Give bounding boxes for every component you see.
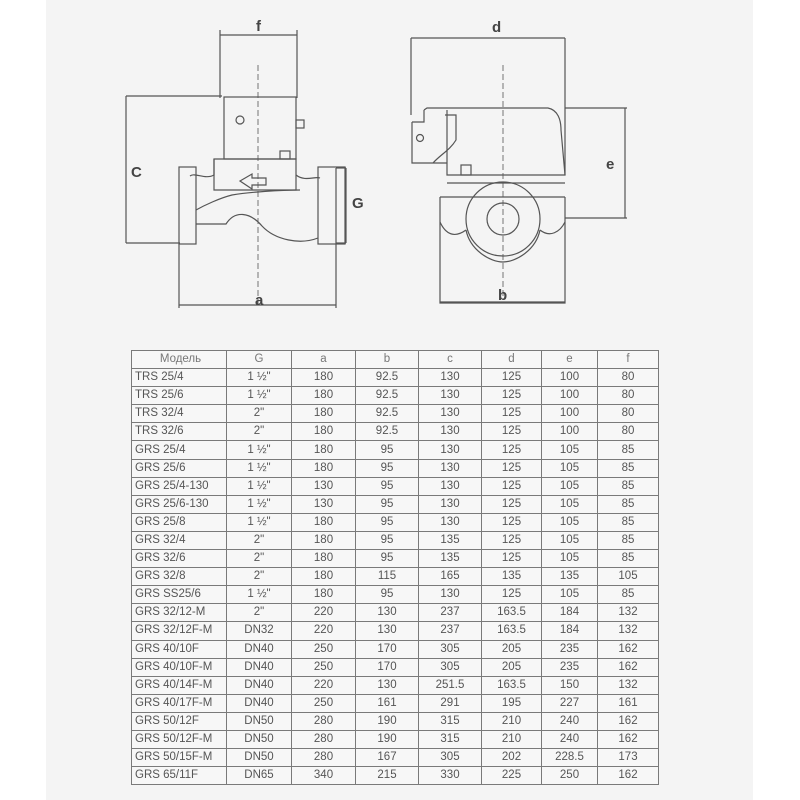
table-row [132, 622, 659, 640]
cell-g: 2" [227, 568, 292, 586]
dimension-label-e: e [606, 156, 615, 173]
cell-g: DN50 [227, 712, 292, 730]
cell-f: 80 [598, 405, 659, 423]
cell-d: 125 [482, 423, 542, 441]
cell-model: GRS 50/12F-M [132, 730, 227, 748]
cell-f: 162 [598, 767, 659, 785]
cell-c: 315 [419, 712, 482, 730]
cell-c: 130 [419, 586, 482, 604]
cell-model: GRS 50/12F [132, 712, 227, 730]
cell-g: 2" [227, 423, 292, 441]
table-row [132, 694, 659, 712]
cell-g: 1 ½" [227, 477, 292, 495]
column-header-a: a [292, 351, 356, 369]
cell-model: GRS 40/10F-M [132, 658, 227, 676]
cell-e: 100 [542, 369, 598, 387]
cell-b: 167 [356, 749, 419, 767]
cell-b: 95 [356, 586, 419, 604]
table-row [132, 712, 659, 730]
cell-f: 132 [598, 604, 659, 622]
cell-c: 315 [419, 730, 482, 748]
cell-d: 125 [482, 550, 542, 568]
cell-f: 85 [598, 550, 659, 568]
cell-model: GRS 32/12-M [132, 604, 227, 622]
column-header-model: Модель [132, 351, 227, 369]
cell-e: 105 [542, 550, 598, 568]
cell-model: GRS SS25/6 [132, 586, 227, 604]
cell-g: 2" [227, 405, 292, 423]
cell-model: GRS 40/14F-M [132, 676, 227, 694]
dimension-label-c: C [131, 164, 142, 181]
table-row [132, 513, 659, 531]
cell-b: 161 [356, 694, 419, 712]
cell-model: GRS 32/4 [132, 531, 227, 549]
column-header-d: d [482, 351, 542, 369]
cell-d: 205 [482, 658, 542, 676]
cell-e: 227 [542, 694, 598, 712]
table-row [132, 441, 659, 459]
cell-f: 162 [598, 658, 659, 676]
dimension-label-f: f [256, 18, 261, 35]
cell-d: 163.5 [482, 676, 542, 694]
cell-e: 235 [542, 640, 598, 658]
column-header-f: f [598, 351, 659, 369]
table-row [132, 550, 659, 568]
cell-f: 161 [598, 694, 659, 712]
cell-a: 180 [292, 550, 356, 568]
cell-f: 80 [598, 387, 659, 405]
cell-d: 205 [482, 640, 542, 658]
cell-f: 80 [598, 423, 659, 441]
cell-model: TRS 25/6 [132, 387, 227, 405]
cell-c: 237 [419, 604, 482, 622]
cell-a: 180 [292, 586, 356, 604]
cell-a: 180 [292, 387, 356, 405]
cell-model: GRS 32/6 [132, 550, 227, 568]
cell-c: 130 [419, 387, 482, 405]
table-row [132, 369, 659, 387]
cell-model: GRS 50/15F-M [132, 749, 227, 767]
cell-b: 130 [356, 604, 419, 622]
table-row [132, 586, 659, 604]
cell-g: 1 ½" [227, 513, 292, 531]
cell-c: 237 [419, 622, 482, 640]
cell-g: 1 ½" [227, 387, 292, 405]
cell-f: 85 [598, 459, 659, 477]
table-row [132, 423, 659, 441]
cell-model: GRS 25/6 [132, 459, 227, 477]
cell-f: 85 [598, 495, 659, 513]
table-row [132, 568, 659, 586]
table-row [132, 604, 659, 622]
cell-g: DN40 [227, 640, 292, 658]
cell-f: 173 [598, 749, 659, 767]
cell-c: 305 [419, 658, 482, 676]
cell-e: 100 [542, 423, 598, 441]
cell-c: 130 [419, 423, 482, 441]
cell-f: 80 [598, 369, 659, 387]
table-row [132, 676, 659, 694]
cell-e: 240 [542, 730, 598, 748]
cell-c: 130 [419, 477, 482, 495]
cell-c: 165 [419, 568, 482, 586]
cell-model: GRS 25/6-130 [132, 495, 227, 513]
cell-model: GRS 32/12F-M [132, 622, 227, 640]
cell-b: 170 [356, 640, 419, 658]
cell-b: 95 [356, 550, 419, 568]
cell-c: 135 [419, 550, 482, 568]
cell-b: 115 [356, 568, 419, 586]
cell-a: 250 [292, 640, 356, 658]
cell-c: 291 [419, 694, 482, 712]
table-row [132, 749, 659, 767]
cell-b: 95 [356, 477, 419, 495]
cell-d: 202 [482, 749, 542, 767]
cell-b: 170 [356, 658, 419, 676]
cell-a: 220 [292, 676, 356, 694]
cell-c: 251.5 [419, 676, 482, 694]
cell-c: 135 [419, 531, 482, 549]
cell-d: 125 [482, 387, 542, 405]
cell-g: 1 ½" [227, 459, 292, 477]
cell-g: DN50 [227, 749, 292, 767]
cell-a: 280 [292, 730, 356, 748]
cell-d: 125 [482, 513, 542, 531]
cell-e: 105 [542, 477, 598, 495]
dimension-label-a: a [255, 292, 264, 309]
cell-a: 180 [292, 369, 356, 387]
table-row [132, 477, 659, 495]
cell-e: 150 [542, 676, 598, 694]
cell-e: 105 [542, 441, 598, 459]
cell-c: 305 [419, 749, 482, 767]
cell-a: 250 [292, 658, 356, 676]
cell-c: 130 [419, 405, 482, 423]
cell-d: 163.5 [482, 604, 542, 622]
cell-d: 210 [482, 730, 542, 748]
cell-d: 125 [482, 531, 542, 549]
pump-dimension-drawing [0, 0, 800, 330]
cell-e: 250 [542, 767, 598, 785]
cell-g: 2" [227, 531, 292, 549]
cell-a: 180 [292, 441, 356, 459]
cell-e: 240 [542, 712, 598, 730]
cell-c: 305 [419, 640, 482, 658]
cell-b: 95 [356, 513, 419, 531]
cell-e: 135 [542, 568, 598, 586]
table-row [132, 531, 659, 549]
cell-e: 228.5 [542, 749, 598, 767]
cell-b: 130 [356, 622, 419, 640]
cell-f: 132 [598, 676, 659, 694]
cell-f: 162 [598, 712, 659, 730]
column-header-e: e [542, 351, 598, 369]
table-row [132, 658, 659, 676]
cell-e: 100 [542, 387, 598, 405]
cell-b: 190 [356, 730, 419, 748]
cell-b: 92.5 [356, 423, 419, 441]
cell-g: 1 ½" [227, 369, 292, 387]
table-header-row [132, 351, 659, 369]
cell-model: TRS 32/4 [132, 405, 227, 423]
cell-e: 105 [542, 586, 598, 604]
cell-d: 125 [482, 495, 542, 513]
cell-model: GRS 40/17F-M [132, 694, 227, 712]
cell-a: 250 [292, 694, 356, 712]
cell-a: 130 [292, 477, 356, 495]
cell-g: 1 ½" [227, 441, 292, 459]
cell-model: GRS 65/11F [132, 767, 227, 785]
cell-d: 135 [482, 568, 542, 586]
cell-e: 105 [542, 495, 598, 513]
cell-f: 162 [598, 730, 659, 748]
cell-f: 85 [598, 477, 659, 495]
cell-a: 180 [292, 513, 356, 531]
cell-b: 215 [356, 767, 419, 785]
cell-model: TRS 25/4 [132, 369, 227, 387]
cell-g: DN40 [227, 658, 292, 676]
cell-a: 180 [292, 568, 356, 586]
cell-g: DN40 [227, 676, 292, 694]
cell-a: 340 [292, 767, 356, 785]
pump-dimensions-table [131, 350, 659, 785]
cell-b: 92.5 [356, 387, 419, 405]
cell-e: 105 [542, 513, 598, 531]
cell-model: GRS 40/10F [132, 640, 227, 658]
cell-g: 2" [227, 604, 292, 622]
cell-c: 330 [419, 767, 482, 785]
table-row [132, 405, 659, 423]
cell-a: 180 [292, 405, 356, 423]
dimension-label-d: d [492, 19, 502, 36]
cell-d: 163.5 [482, 622, 542, 640]
cell-f: 132 [598, 622, 659, 640]
cell-a: 280 [292, 712, 356, 730]
cell-c: 130 [419, 441, 482, 459]
cell-a: 130 [292, 495, 356, 513]
cell-d: 125 [482, 369, 542, 387]
cell-e: 105 [542, 459, 598, 477]
cell-a: 180 [292, 459, 356, 477]
cell-f: 85 [598, 513, 659, 531]
cell-c: 130 [419, 459, 482, 477]
table-row [132, 767, 659, 785]
cell-f: 85 [598, 441, 659, 459]
cell-b: 92.5 [356, 369, 419, 387]
cell-g: DN40 [227, 694, 292, 712]
table-row [132, 387, 659, 405]
cell-d: 125 [482, 405, 542, 423]
table-body [132, 369, 659, 785]
cell-b: 95 [356, 495, 419, 513]
table-row [132, 495, 659, 513]
table-row [132, 640, 659, 658]
cell-g: 1 ½" [227, 495, 292, 513]
cell-b: 130 [356, 676, 419, 694]
dimension-label-g: G [352, 195, 364, 212]
cell-e: 105 [542, 531, 598, 549]
cell-d: 125 [482, 586, 542, 604]
cell-e: 184 [542, 604, 598, 622]
cell-model: GRS 32/8 [132, 568, 227, 586]
cell-a: 280 [292, 749, 356, 767]
cell-d: 195 [482, 694, 542, 712]
cell-model: GRS 25/4 [132, 441, 227, 459]
dimension-label-b: b [498, 287, 508, 304]
cell-model: GRS 25/4-130 [132, 477, 227, 495]
column-header-g: G [227, 351, 292, 369]
cell-d: 210 [482, 712, 542, 730]
cell-model: GRS 25/8 [132, 513, 227, 531]
cell-f: 105 [598, 568, 659, 586]
cell-c: 130 [419, 513, 482, 531]
cell-g: DN50 [227, 730, 292, 748]
cell-a: 220 [292, 604, 356, 622]
cell-c: 130 [419, 495, 482, 513]
cell-g: 2" [227, 550, 292, 568]
cell-b: 92.5 [356, 405, 419, 423]
cell-a: 180 [292, 531, 356, 549]
cell-d: 125 [482, 477, 542, 495]
cell-c: 130 [419, 369, 482, 387]
cell-g: 1 ½" [227, 586, 292, 604]
cell-a: 220 [292, 622, 356, 640]
cell-model: TRS 32/6 [132, 423, 227, 441]
cell-e: 235 [542, 658, 598, 676]
cell-d: 125 [482, 459, 542, 477]
cell-a: 180 [292, 423, 356, 441]
cell-b: 95 [356, 531, 419, 549]
cell-e: 184 [542, 622, 598, 640]
column-header-c: c [419, 351, 482, 369]
column-header-b: b [356, 351, 419, 369]
cell-b: 95 [356, 459, 419, 477]
table-row [132, 459, 659, 477]
cell-e: 100 [542, 405, 598, 423]
table-row [132, 730, 659, 748]
cell-b: 95 [356, 441, 419, 459]
pump-line-drawing [0, 0, 800, 330]
cell-d: 125 [482, 441, 542, 459]
cell-f: 85 [598, 586, 659, 604]
cell-d: 225 [482, 767, 542, 785]
cell-g: DN65 [227, 767, 292, 785]
cell-f: 162 [598, 640, 659, 658]
cell-g: DN32 [227, 622, 292, 640]
cell-b: 190 [356, 712, 419, 730]
cell-f: 85 [598, 531, 659, 549]
